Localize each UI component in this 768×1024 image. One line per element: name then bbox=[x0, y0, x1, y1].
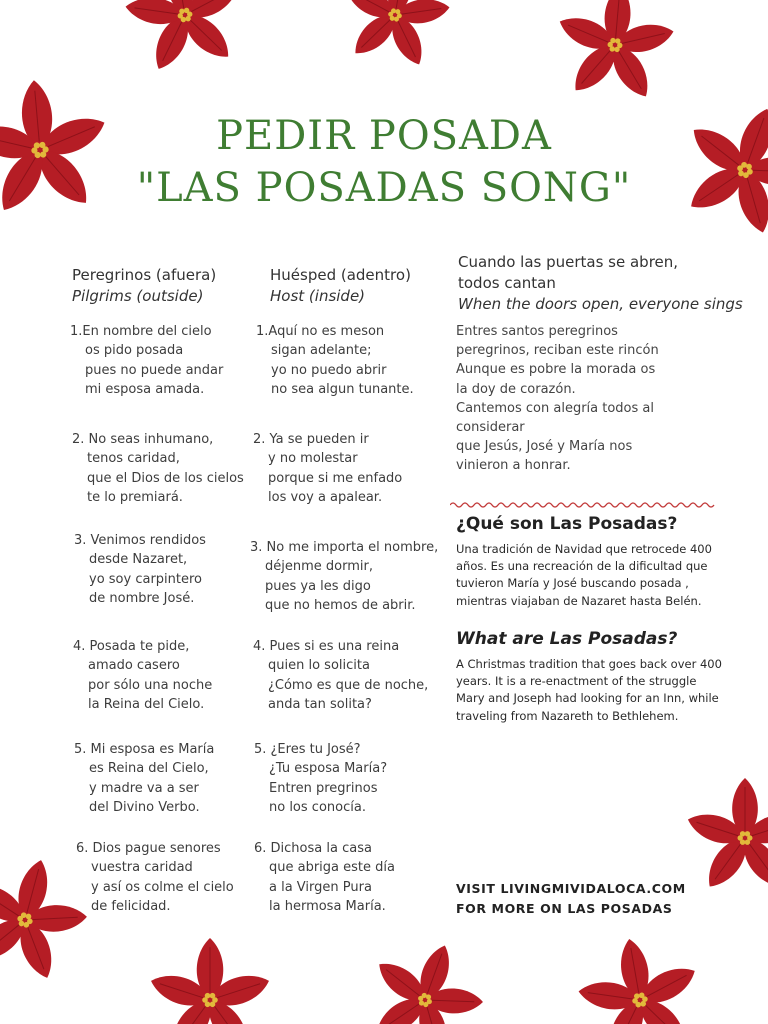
visit-line-2: FOR MORE ON LAS POSADAS bbox=[456, 901, 673, 916]
pilgrims-verse-1 bbox=[70, 322, 223, 400]
verse-line: 4. Posada te pide, bbox=[73, 639, 190, 654]
host-verse-1 bbox=[256, 322, 414, 400]
all-heading-es-2: todos cantan bbox=[458, 274, 556, 292]
pilgrims-heading-en: Pilgrims (outside) bbox=[72, 287, 204, 305]
poinsettia-flower bbox=[114, 0, 254, 81]
host-heading bbox=[270, 265, 411, 307]
host-heading-es: Huésped (adentro) bbox=[270, 266, 411, 284]
info-heading-en: What are Las Posadas? bbox=[456, 629, 678, 649]
verse-line: 3. No me importa el nombre, bbox=[250, 540, 439, 555]
verse-line: por sólo una noche bbox=[88, 677, 213, 693]
info-line: Una tradición de Navidad que retrocede 400 bbox=[456, 542, 712, 556]
verse-line: pues ya les digo bbox=[265, 578, 371, 594]
verse-line: 5. ¿Eres tu José? bbox=[254, 742, 361, 757]
verse-line: la hermosa María. bbox=[269, 899, 386, 915]
pilgrims-heading-es: Peregrinos (afuera) bbox=[72, 266, 217, 284]
verse-line: yo no puedo abrir bbox=[271, 362, 387, 378]
wavy-divider bbox=[450, 500, 715, 510]
pilgrims-verse-5 bbox=[74, 740, 214, 818]
verse-line: 4. Pues si es una reina bbox=[253, 639, 400, 654]
verse-line: es Reina del Cielo, bbox=[89, 761, 209, 777]
host-verse-5 bbox=[254, 740, 387, 818]
chorus-line: considerar bbox=[456, 420, 525, 436]
pilgrims-verse-3 bbox=[74, 531, 206, 609]
verse-line: 6. Dios pague senores bbox=[76, 841, 221, 856]
verse-line: que no hemos de abrir. bbox=[265, 598, 416, 614]
info-line: years. It is a re-enactment of the struggle bbox=[456, 674, 697, 689]
verse-line: mi esposa amada. bbox=[85, 382, 205, 398]
chorus-line: Aunque es pobre la morada os bbox=[456, 362, 656, 378]
visit-line-1: VISIT LIVINGMIVIDALOCA.COM bbox=[456, 881, 686, 896]
verse-line: 1.En nombre del cielo bbox=[70, 324, 212, 339]
page-title-line2: "LAS POSADAS SONG" bbox=[136, 165, 632, 211]
verse-line: 2. No seas inhumano, bbox=[72, 432, 214, 447]
pilgrims-verse-2 bbox=[72, 430, 244, 508]
verse-line: anda tan solita? bbox=[268, 697, 372, 713]
host-verse-3 bbox=[250, 538, 438, 616]
pilgrims-verse-4 bbox=[73, 637, 212, 715]
pilgrims-heading bbox=[72, 265, 216, 307]
info-line: A Christmas tradition that goes back over 400 bbox=[456, 657, 722, 671]
chorus-line: la doy de corazón. bbox=[456, 381, 576, 397]
poinsettia-flower bbox=[351, 925, 500, 1024]
verse-line: la Reina del Cielo. bbox=[88, 697, 205, 713]
verse-line: te lo premiará. bbox=[87, 490, 183, 506]
verse-line: que el Dios de los cielos bbox=[87, 470, 244, 486]
verse-line: 6. Dichosa la casa bbox=[254, 841, 372, 856]
chorus-line: vinieron a honrar. bbox=[456, 458, 571, 474]
verse-line: que abriga este día bbox=[269, 860, 395, 876]
verse-line: 3. Venimos rendidos bbox=[74, 533, 206, 548]
pilgrims-verse-6 bbox=[76, 839, 234, 917]
chorus-line: Entres santos peregrinos bbox=[456, 324, 618, 339]
chorus-lyrics bbox=[456, 322, 726, 476]
verse-line: 1.Aquí no es meson bbox=[256, 324, 385, 339]
poinsettia-flower bbox=[684, 778, 768, 894]
all-heading-es-1: Cuando las puertas se abren, bbox=[458, 253, 679, 271]
poinsettia-flower bbox=[567, 928, 712, 1024]
verse-line: os pido posada bbox=[85, 343, 184, 359]
poinsettia-flower bbox=[331, 0, 460, 75]
verse-line: desde Nazaret, bbox=[89, 552, 188, 568]
verse-line: no los conocía. bbox=[269, 800, 366, 816]
verse-line: los voy a apalear. bbox=[268, 490, 383, 506]
all-heading bbox=[458, 252, 743, 315]
verse-line: vuestra caridad bbox=[91, 860, 193, 876]
page-title-line1: PEDIR POSADA bbox=[216, 113, 552, 159]
verse-line: sigan adelante; bbox=[271, 343, 372, 359]
verse-line: a la Virgen Pura bbox=[269, 879, 372, 895]
verse-line: amado casero bbox=[88, 658, 180, 674]
verse-line: déjenme dormir, bbox=[265, 559, 373, 575]
verse-line: de nombre José. bbox=[89, 591, 195, 607]
info-line: mientras viajaban de Nazaret hasta Belén. bbox=[456, 593, 702, 608]
info-line: Mary and Joseph had looking for an Inn, while bbox=[456, 691, 719, 706]
chorus-line: que Jesús, José y María nos bbox=[456, 439, 633, 455]
verse-line: y no molestar bbox=[268, 451, 358, 467]
info-heading-es: ¿Qué son Las Posadas? bbox=[456, 514, 678, 534]
verse-line: y madre va a ser bbox=[89, 780, 199, 796]
poinsettia-flower bbox=[147, 938, 273, 1024]
verse-line: yo soy carpintero bbox=[89, 571, 203, 587]
host-verse-4 bbox=[253, 637, 428, 715]
info-line: años. Es una recreación de la dificultad que bbox=[456, 559, 708, 574]
verse-line: del Divino Verbo. bbox=[89, 800, 200, 816]
verse-line: 5. Mi esposa es María bbox=[74, 742, 215, 757]
verse-line: ¿Cómo es que de noche, bbox=[268, 677, 429, 693]
chorus-line: Cantemos con alegría todos al bbox=[456, 400, 654, 416]
verse-line: de felicidad. bbox=[91, 899, 171, 915]
visit-website-callout bbox=[456, 879, 686, 919]
poinsettia-flower bbox=[549, 0, 681, 106]
chorus-line: peregrinos, reciban este rincón bbox=[456, 343, 659, 359]
verse-line: 2. Ya se pueden ir bbox=[253, 432, 369, 447]
verse-line: no sea algun tunante. bbox=[271, 382, 414, 398]
host-verse-2 bbox=[253, 430, 402, 508]
verse-line: y así os colme el cielo bbox=[91, 879, 234, 895]
all-heading-en: When the doors open, everyone sings bbox=[458, 295, 743, 313]
verse-line: pues no puede andar bbox=[85, 362, 224, 378]
info-paragraph-en bbox=[456, 656, 731, 725]
host-verse-6 bbox=[254, 839, 395, 917]
host-heading-en: Host (inside) bbox=[270, 287, 366, 305]
verse-line: ¿Tu esposa María? bbox=[269, 761, 388, 777]
verse-line: Entren pregrinos bbox=[269, 780, 378, 796]
info-paragraph-es bbox=[456, 541, 731, 610]
info-line: traveling from Nazareth to Bethlehem. bbox=[456, 708, 679, 723]
verse-line: porque si me enfado bbox=[268, 470, 403, 486]
info-line: tuvieron María y José buscando posada , bbox=[456, 576, 689, 591]
verse-line: quien lo solicita bbox=[268, 658, 370, 674]
verse-line: tenos caridad, bbox=[87, 451, 180, 467]
